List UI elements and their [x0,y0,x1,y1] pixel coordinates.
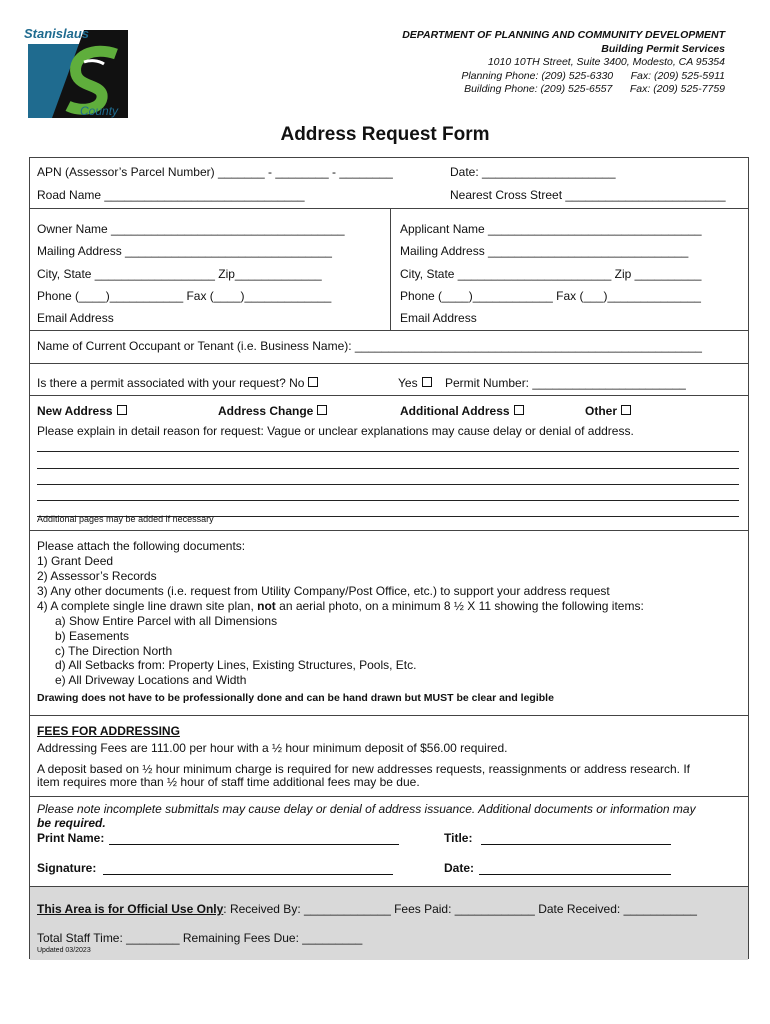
print-name-line[interactable] [109,844,399,845]
divider [30,363,748,364]
new-address-checkbox[interactable] [117,405,127,415]
attach-item: 2) Assessor’s Records [37,569,157,583]
drawing-note: Drawing does not have to be professionally done and can be hand drawn but MUST be clear and legible [37,692,554,704]
cross-street-field[interactable]: Nearest Cross Street ________________________ [450,188,726,202]
permit-question: Is there a permit associated with your request? No [37,376,318,390]
updated-date: Updated 03/2023 [37,947,91,954]
permit-yes: Yes [398,376,432,390]
signature-label: Signature: [37,861,97,875]
site-plan-subitem: c) The Direction North [55,644,173,658]
signature-line[interactable] [103,874,393,875]
divider [30,395,748,396]
column-divider [390,208,391,330]
explain-instructions: Please explain in detail reason for request: Vague or unclear explanations may cause delay or denial of address. [37,424,634,438]
explain-line[interactable] [37,451,739,452]
form-title: Address Request Form [280,124,490,145]
owner-city-field[interactable]: City, State __________________ Zip_____________ [37,267,322,281]
attach-intro: Please attach the following documents: [37,539,246,553]
fees-line: item requires more than ½ hour of staff time additional fees may be due. [37,775,420,789]
divider [30,796,748,797]
print-name-label: Print Name: [37,831,105,845]
official-received-line[interactable]: This Area is for Official Use Only: Received By: _____________ Fees Paid: ____________ Date Received: ___________ [37,902,697,916]
permit-yes-checkbox[interactable] [422,377,432,387]
fees-line: Addressing Fees are 111.00 per hour with a ½ hour minimum deposit of $56.00 required. [37,741,508,755]
date-field-top[interactable]: Date: ____________________ [450,165,616,179]
site-plan-subitem: a) Show Entire Parcel with all Dimensions [55,614,278,628]
site-plan-subitem: e) All Driveway Locations and Width [55,673,247,687]
official-staff-time-line[interactable]: Total Staff Time: ________ Remaining Fees Due: _________ [37,931,363,945]
address-request-form [29,157,749,959]
attach-item-site-plan: 4) A complete single line drawn site plan, not an aerial photo, on a minimum 8 ½ X 11 showing the following items: [37,599,644,613]
applicant-name-field[interactable]: Applicant Name ________________________________ [400,222,702,236]
address-change-option[interactable]: Address Change [218,404,327,418]
applicant-city-field[interactable]: City, State _______________________ Zip __________ [400,267,702,281]
owner-mailing-field[interactable]: Mailing Address _______________________________ [37,244,332,258]
dept-name: DEPARTMENT OF PLANNING AND COMMUNITY DEVELOPMENT [402,29,725,41]
owner-phone-field[interactable]: Phone (____)___________ Fax (____)_____________ [37,289,332,303]
additional-address-option[interactable]: Additional Address [400,404,524,418]
attach-item: 3) Any other documents (i.e. request from Utility Company/Post Office, etc.) to support your address request [37,584,610,598]
road-name-field[interactable]: Road Name ______________________________ [37,188,305,202]
other-option[interactable]: Other [585,404,631,418]
owner-email-field[interactable]: Email Address [37,311,114,325]
building-phone: Building Phone: (209) 525-6557 Fax: (209) 525-7759 [464,83,725,95]
fees-heading: FEES FOR ADDRESSING [37,724,180,738]
division-name: Building Permit Services [601,42,725,55]
explain-line[interactable] [37,500,739,501]
apn-field[interactable]: APN (Assessor’s Parcel Number) _______ - ________ - ________ [37,165,393,179]
address-change-checkbox[interactable] [317,405,327,415]
official-use-area [30,886,748,960]
site-plan-subitem: d) All Setbacks from: Property Lines, Existing Structures, Pools, Etc. [55,658,417,672]
owner-name-field[interactable]: Owner Name ___________________________________ [37,222,345,236]
sign-date-label: Date: [444,861,475,875]
county-logo: Stanislaus County [24,26,130,122]
planning-phone: Planning Phone: (209) 525-6330 Fax: (209) 525-5911 [461,69,725,82]
permit-number-field[interactable]: Permit Number: _______________________ [445,376,686,390]
permit-no-checkbox[interactable] [308,377,318,387]
site-plan-subitem: b) Easements [55,629,130,643]
occupant-field[interactable]: Name of Current Occupant or Tenant (i.e. Business Name): ____________________________________________________ [37,339,702,353]
notice-text: Please note incomplete submittals may cause delay or denial of address issuance. Additional documents or information may [37,802,696,816]
additional-address-checkbox[interactable] [514,405,524,415]
notice-text: be required. [37,816,106,830]
dept-address: 1010 10TH Street, Suite 3400, Modesto, CA 95354 [487,56,725,68]
additional-pages-note: Additional pages may be added if necessary [37,514,214,524]
applicant-email-field[interactable]: Email Address [400,311,477,325]
applicant-phone-field[interactable]: Phone (____)____________ Fax (___)______________ [400,289,701,303]
explain-line[interactable] [37,484,739,485]
divider [30,208,748,209]
attach-item: 1) Grant Deed [37,554,114,568]
applicant-mailing-field[interactable]: Mailing Address ______________________________ [400,244,689,258]
divider [30,715,748,716]
title-label: Title: [444,831,473,845]
divider [30,530,748,531]
other-checkbox[interactable] [621,405,631,415]
department-header [402,29,725,97]
title-line[interactable] [481,844,671,845]
divider [30,330,748,331]
new-address-option[interactable]: New Address [37,404,127,418]
sign-date-line[interactable] [479,874,671,875]
fees-line: A deposit based on ½ hour minimum charge is required for new addresses requests, reassignments or address research. If [37,762,690,776]
explain-line[interactable] [37,468,739,469]
